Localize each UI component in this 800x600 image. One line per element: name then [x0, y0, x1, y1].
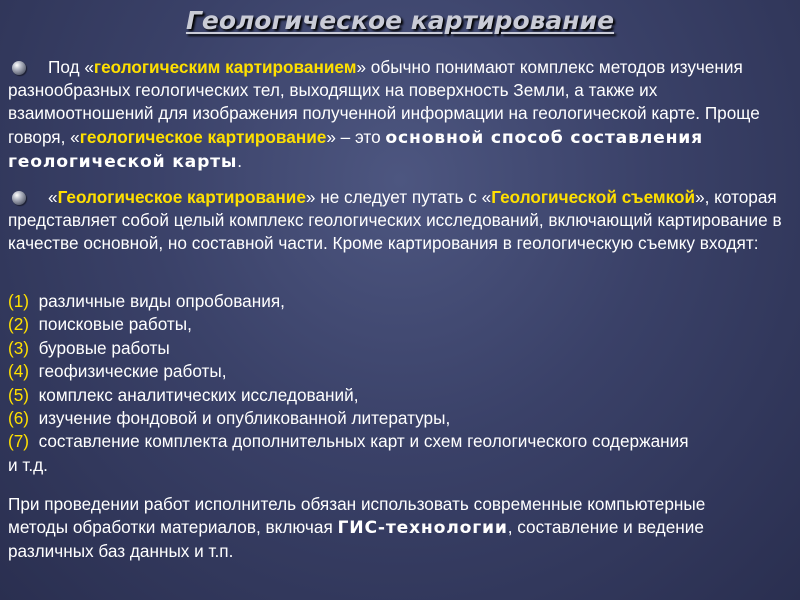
survey-components-list [8, 290, 788, 477]
sphere-bullet-icon [12, 191, 26, 205]
list-item [8, 313, 788, 336]
list-item [8, 430, 698, 477]
list-item-text: комплекс аналитических исследований, [38, 384, 359, 405]
list-item-text: изучение фондовой и опубликованной литературы, [38, 408, 451, 429]
list-number: (7) [8, 431, 30, 452]
text-segment: » не следует путать с « [305, 187, 492, 207]
text-segment: », которая представляет собой целый комплекс геологических исследований, включающий картирование в качестве основной, но составной части. Кроме картирования в геологическую съемку входят: [8, 187, 782, 254]
highlight-term: Геологической съемкой [491, 187, 696, 207]
sphere-bullet-icon [12, 61, 26, 75]
paragraph-mapping-definition [8, 56, 788, 174]
text-segment: . [237, 150, 243, 171]
list-number: (3) [8, 337, 30, 358]
list-number: (1) [8, 291, 30, 311]
highlight-term: геологическое картирование [79, 126, 327, 147]
list-number: (4) [8, 361, 30, 382]
emphasis-text: основной способ составления геологической карты [8, 127, 703, 172]
list-number: (2) [8, 314, 30, 335]
list-item-text: буровые работы [38, 337, 170, 358]
slide-title: Геологическое картирование [185, 6, 615, 35]
list-number: (5) [8, 384, 30, 405]
text-segment: » обычно понимают комплекс методов изучения разнообразных геологических тел, выходящих на поверхность Земли, а также их взаимоотношений для изображения полученной информации на геологической карте. Проще говоря, « [8, 57, 760, 147]
text-segment: , составление и ведение различных баз данных и т.п. [8, 517, 704, 562]
text-segment: При проведении работ исполнитель обязан использовать современные компьютерные методы обработки материалов, включая [8, 494, 706, 538]
list-item-text: геофизические работы, [38, 361, 227, 382]
list-item [8, 360, 788, 383]
list-item [8, 337, 788, 360]
text-segment: Под « [48, 57, 94, 77]
list-item [8, 290, 788, 313]
list-item-text: составление комплекта дополнительных карт и схем геологического содержания и т.д. [8, 431, 689, 475]
list-number: (6) [8, 408, 30, 429]
list-item [8, 384, 788, 407]
list-item [8, 407, 788, 430]
list-item-text: различные виды опробования, [38, 291, 285, 311]
highlight-term: геологическим картированием [93, 57, 357, 77]
text-segment: « [48, 187, 58, 207]
paragraph-gis-requirement [8, 493, 768, 564]
paragraph-survey-distinction [8, 186, 788, 256]
emphasis-text: ГИС-технологии [337, 518, 508, 539]
highlight-term: Геологическое картирование [57, 187, 306, 207]
list-item-text: поисковые работы, [38, 314, 192, 335]
text-segment: » – это [326, 126, 386, 147]
